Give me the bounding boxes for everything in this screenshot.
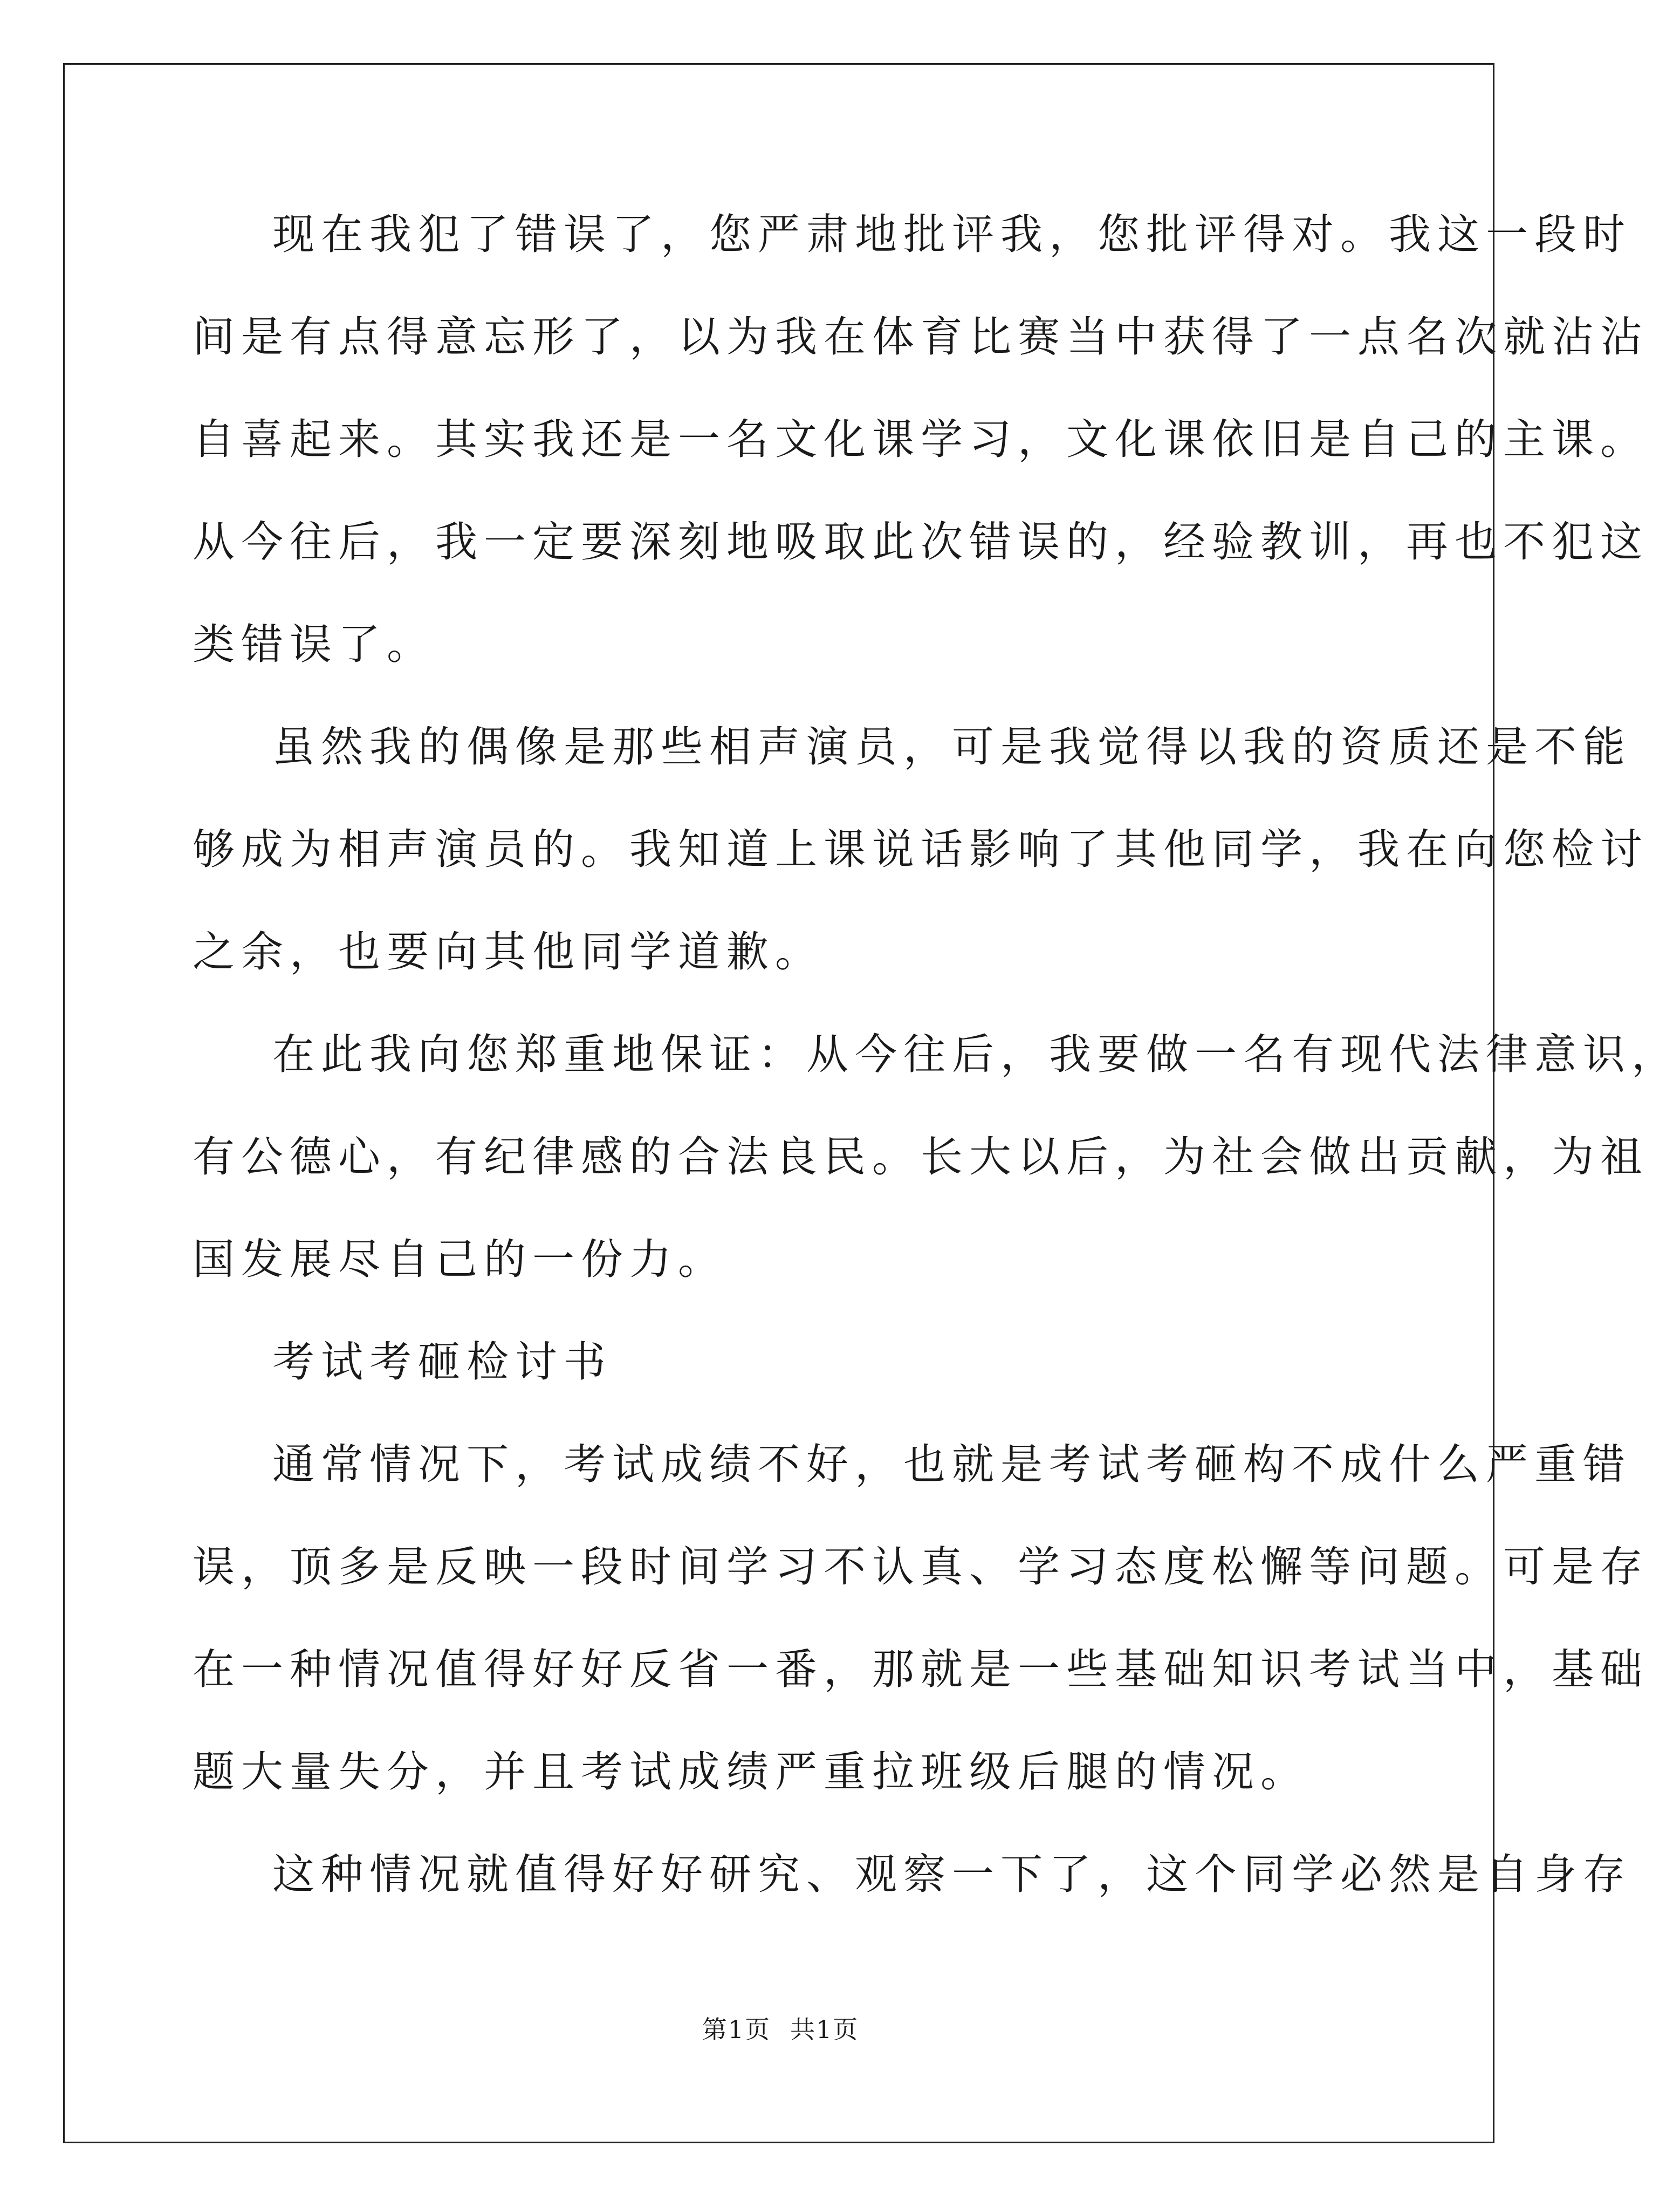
paragraph-3-line-1: 在此我向您郑重地保证：从今往后，我要做一名有现代法律意识， <box>272 1030 1680 1079</box>
page-total: 共1页 <box>790 2015 859 2044</box>
page-border <box>63 63 1680 2143</box>
page-number: 第1页 <box>702 2015 771 2044</box>
paragraph-4-line-3: 在一种情况值得好好反省一番，那就是一些基础知识考试当中，基础 <box>193 1645 1649 1694</box>
page-footer <box>0 2013 1561 2046</box>
paragraph-2-line-1: 虽然我的偶像是那些相声演员，可是我觉得以我的资质还是不能 <box>272 723 1632 771</box>
paragraph-4-line-4: 题大量失分，并且考试成绩严重拉班级后腿的情况。 <box>193 1748 1309 1796</box>
paragraph-1-line-3: 自喜起来。其实我还是一名文化课学习，文化课依旧是自己的主课。 <box>193 415 1649 464</box>
paragraph-3-line-2: 有公德心，有纪律感的合法良民。长大以后，为社会做出贡献，为祖 <box>193 1133 1649 1181</box>
paragraph-1-line-5: 类错误了。 <box>193 620 436 669</box>
paragraph-2-line-3: 之余，也要向其他同学道歉。 <box>193 928 824 976</box>
paragraph-5-line-1: 这种情况就值得好好研究、观察一下了，这个同学必然是自身存 <box>272 1850 1632 1899</box>
paragraph-1-line-1: 现在我犯了错误了，您严肃地批评我，您批评得对。我这一段时 <box>272 210 1632 259</box>
section-heading: 考试考砸检讨书 <box>272 1338 613 1386</box>
paragraph-4-line-2: 误，顶多是反映一段时间学习不认真、学习态度松懈等问题。可是存 <box>193 1543 1649 1591</box>
paragraph-1-line-4: 从今往后，我一定要深刻地吸取此次错误的，经验教训，再也不犯这 <box>193 518 1649 566</box>
paragraph-1-line-2: 间是有点得意忘形了，以为我在体育比赛当中获得了一点名次就沾沾 <box>193 313 1649 361</box>
paragraph-4-line-1: 通常情况下，考试成绩不好，也就是考试考砸构不成什么严重错 <box>272 1440 1632 1489</box>
paragraph-3-line-3: 国发展尽自己的一份力。 <box>193 1235 727 1284</box>
paragraph-2-line-2: 够成为相声演员的。我知道上课说话影响了其他同学，我在向您检讨 <box>193 825 1649 874</box>
